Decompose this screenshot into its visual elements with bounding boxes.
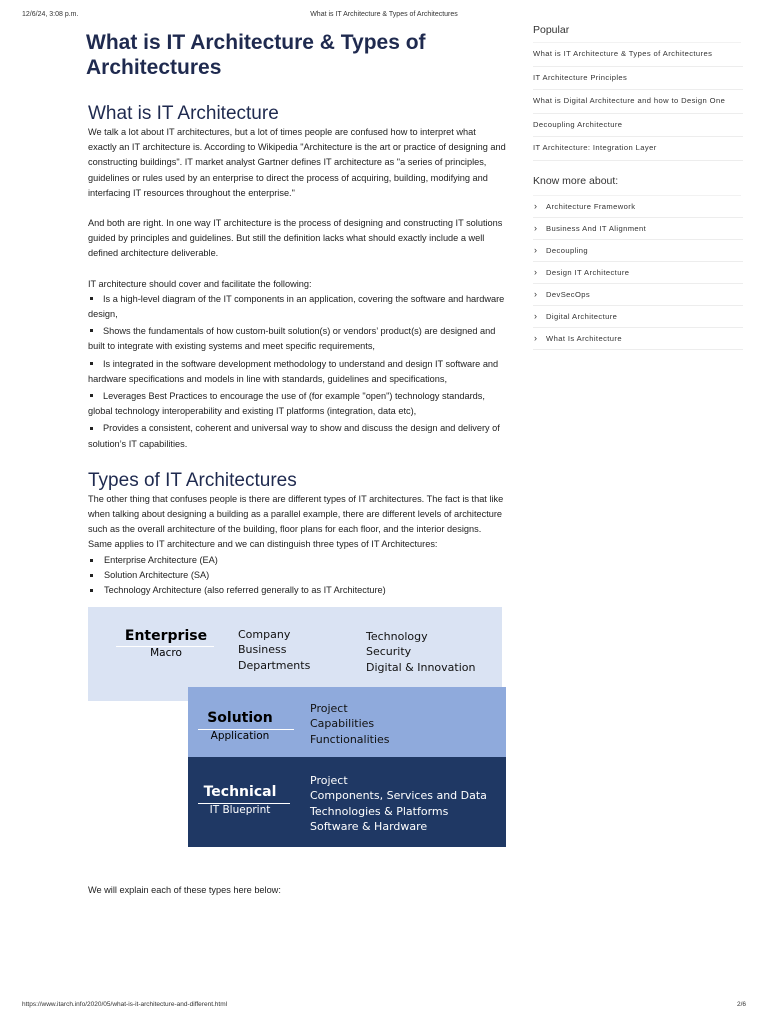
know-more-link[interactable]: › Architecture Framework [533, 196, 743, 218]
solution-block [188, 687, 506, 757]
page-title: What is IT Architecture & Types of Architectures [86, 31, 426, 79]
solution-title: Solution [207, 710, 273, 727]
paragraph-intro: We talk a lot about IT architectures, but a lot of times people are confused how to interpret what exactly an IT architecture is. According to Wikipedia "Architecture is the art or practice of designing and constructing buildings". IT market analyst Gartner defines IT architecture as "a series of principles, guidelines or rules used by an enterprise to direct the process of acquiring, building, modifying and interfacing IT resources throughout the enterprise." [88, 127, 506, 198]
chevron-right-icon: › [534, 222, 538, 233]
know-more-heading: Know more about: [533, 171, 741, 196]
coverage-list [88, 292, 506, 452]
list-item: Is a high-level diagram of the IT components in an application, covering the software and hardware design, [88, 293, 505, 320]
enterprise-title: Enterprise [124, 628, 208, 645]
article [88, 30, 506, 898]
know-more-link[interactable]: › What Is Architecture [533, 328, 743, 350]
paragraph-cover: IT architecture should cover and facilitate the following: [88, 278, 312, 289]
section-heading-what-is: What is IT Architecture [88, 103, 279, 124]
list-item: Provides a consistent, coherent and universal way to show and discuss the design and delivery of solution’s IT capabilities. [88, 423, 500, 449]
know-more-link[interactable]: › Decoupling [533, 240, 743, 262]
enterprise-list-business: Company Business Departments [238, 628, 311, 672]
chevron-right-icon: › [534, 332, 538, 343]
sidebar [533, 20, 743, 350]
solution-list: Project Capabilities Functionalities [310, 702, 390, 746]
chevron-right-icon: › [534, 200, 538, 211]
list-item: Enterprise Architecture (EA) [88, 553, 506, 568]
technical-block [188, 757, 506, 847]
print-url: https://www.itarch.info/2020/05/what-is-it-architecture-and-different.html [22, 1001, 228, 1008]
popular-link[interactable]: IT Architecture Principles [533, 67, 743, 91]
chevron-right-icon: › [534, 244, 538, 255]
popular-heading: Popular [533, 20, 741, 43]
section-heading-types: Types of IT Architectures [88, 469, 297, 491]
chevron-right-icon: › [534, 310, 538, 321]
print-date: 12/6/24, 3:08 p.m. [22, 11, 79, 18]
enterprise-list-technology: Technology Security Digital & Innovation [366, 630, 476, 674]
know-more-link[interactable]: › DevSecOps [533, 284, 743, 306]
print-footer [22, 1001, 746, 1011]
paragraph-types: The other thing that confuses people is there are different types of IT architectures. The fact is that like when talking about designing a building as a parallel example, there are different levels of architecture such as the overall architecture of the building, floor plans for each floor, and the interior designs. Same applies to IT architecture and we can distinguish three types of IT Architectures: [88, 493, 504, 550]
print-title: What is IT Architecture & Types of Architectures [310, 11, 458, 18]
technical-subtitle: IT Blueprint [209, 804, 271, 817]
popular-link[interactable]: What is Digital Architecture and how to Design One [533, 90, 743, 114]
technical-list: Project Components, Services and Data Technologies & Platforms Software & Hardware [310, 774, 487, 833]
popular-link[interactable]: What is IT Architecture & Types of Architectures [533, 43, 743, 67]
popular-link[interactable]: IT Architecture: Integration Layer [533, 137, 743, 161]
enterprise-subtitle: Macro [150, 647, 182, 660]
know-more-link[interactable]: › Business And IT Alignment [533, 218, 743, 240]
types-list [88, 553, 506, 599]
paragraph-closing: We will explain each of these types here below: [88, 885, 281, 896]
paragraph-both-right: And both are right. In one way IT architecture is the process of designing and constructing IT solutions guided by principles and guidelines. But still the definition lacks what should exactly include a well defined architecture deliverable. [88, 218, 503, 259]
list-item: Shows the fundamentals of how custom-built solution(s) or vendors’ product(s) are designed and built to integrate with existing systems and meet specific requirements, [88, 326, 496, 352]
chevron-right-icon: › [534, 266, 538, 277]
list-item: Leverages Best Practices to encourage the use of (for example "open") technology standards, global technology interoperability and existing IT platforms (integration, data etc), [88, 391, 485, 417]
technical-title: Technical [203, 784, 277, 801]
architecture-types-diagram [88, 607, 506, 847]
list-item: Technology Architecture (also referred generally to as IT Architecture) [88, 583, 506, 598]
print-page-number: 2/6 [736, 1001, 746, 1008]
popular-link[interactable]: Decoupling Architecture [533, 114, 743, 138]
know-more-link[interactable]: › Digital Architecture [533, 306, 743, 328]
chevron-right-icon: › [534, 288, 538, 299]
solution-subtitle: Application [210, 730, 270, 743]
know-more-link[interactable]: › Design IT Architecture [533, 262, 743, 284]
list-item: Is integrated in the software development methodology to understand and design IT software and hardware specifications and models in line with standards, guidelines and specifications, [88, 358, 499, 384]
list-item: Solution Architecture (SA) [88, 568, 506, 583]
